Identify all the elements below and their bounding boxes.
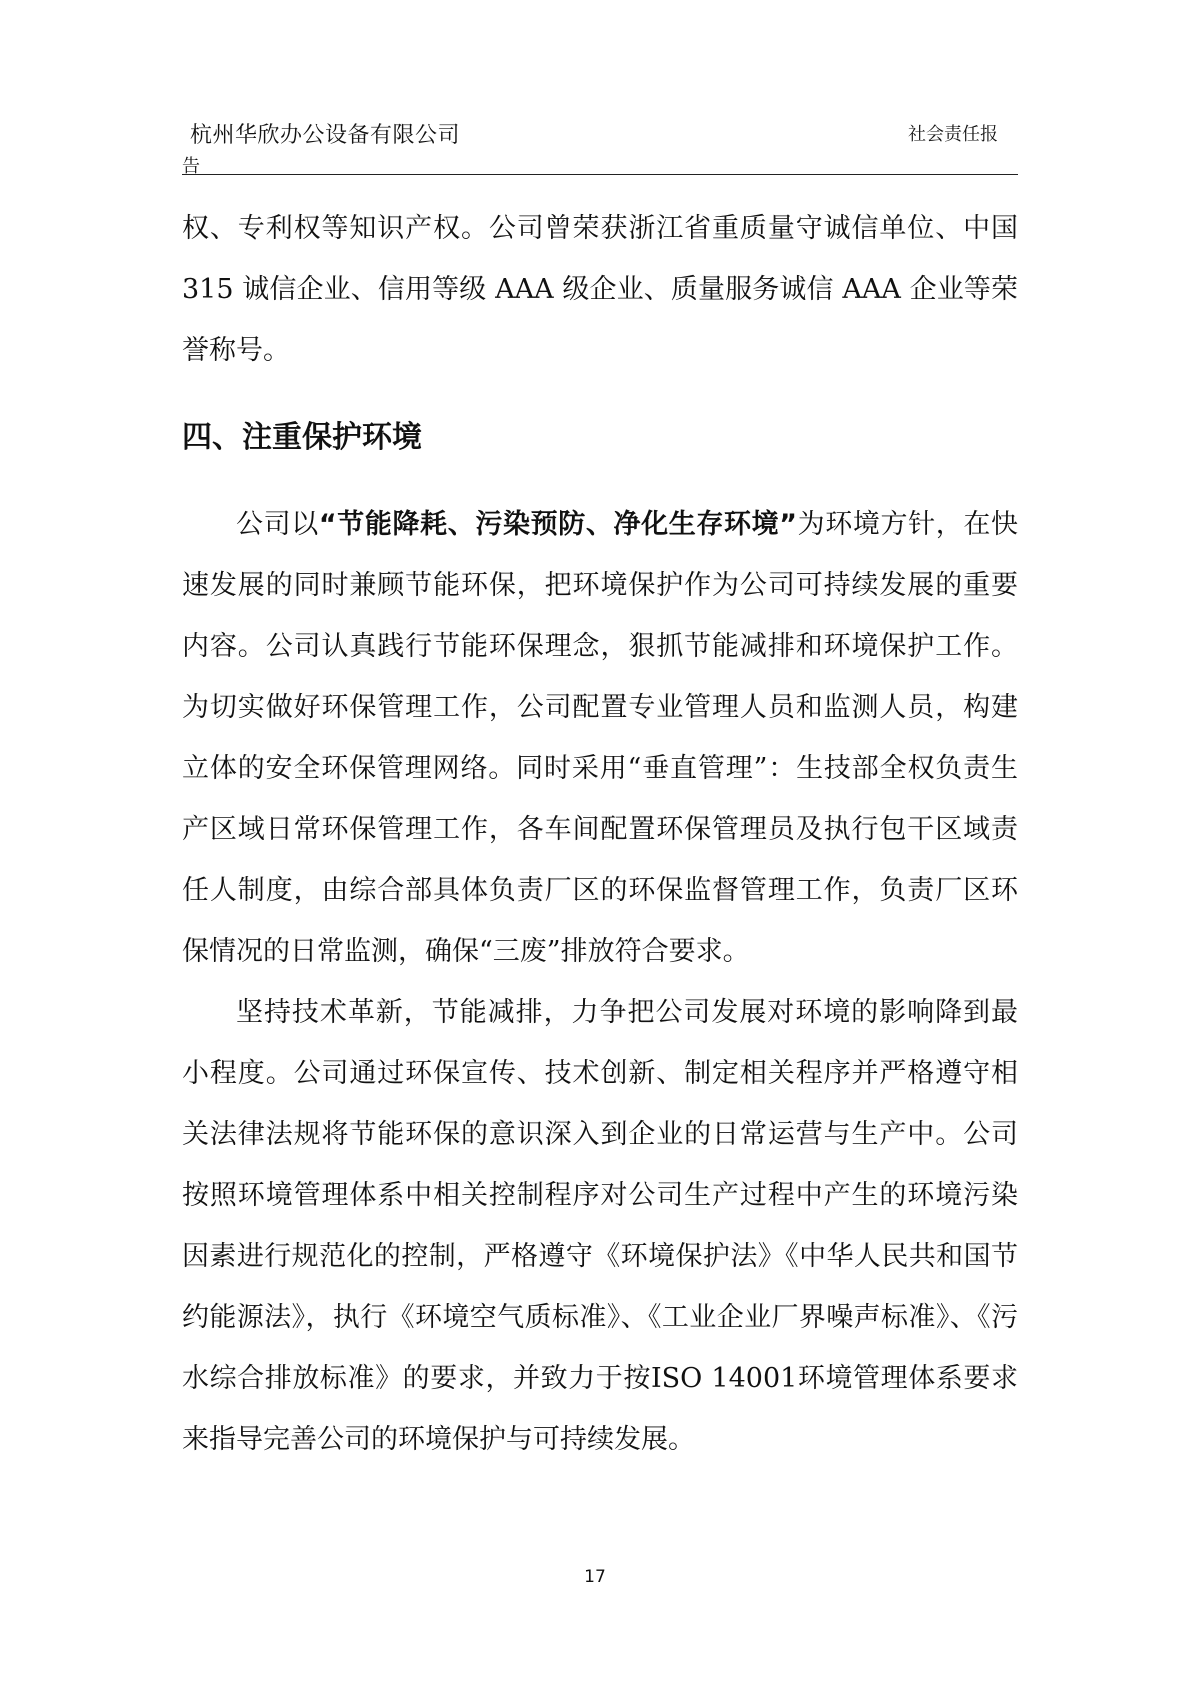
section-heading: 四、注重保护环境 <box>182 420 422 455</box>
environment-policy-paragraph <box>182 494 1018 982</box>
environment-policy-emphasis: “节能降耗、污染预防、净化生存环境” <box>318 509 797 540</box>
page-header <box>182 110 1018 175</box>
paragraph-lead: 公司以 <box>236 509 319 540</box>
paragraph-rest: 为环境方针，在快速发展的同时兼顾节能环保，把环境保护作为公司可持续发展的重要内容。公司认真践行节能环保理念，狠抓节能减排和环境保护工作。为切实做好环保管理工作，公司配置专业管理人员和监测人员，构建立体的安全环保管理网络。同时采用“垂直管理”：生技部全权负责生产区域日常环保管理工作，各车间配置环保管理员及执行包干区域责任人制度，由综合部具体负责厂区的环保监督管理工作，负责厂区环保情况的日常监测，确保“三废”排放符合要求。 <box>182 509 1018 967</box>
report-title: 社会责任报 <box>908 124 998 145</box>
continued-paragraph: 权、专利权等知识产权。公司曾荣获浙江省重质量守诚信单位、中国 315 诚信企业、信用等级 AAA 级企业、质量服务诚信 AAA 企业等荣誉称号。 <box>182 213 1018 366</box>
page-number: 17 <box>584 1567 606 1587</box>
report-title-continuation: 告 <box>182 156 200 177</box>
page-content <box>182 198 1018 1470</box>
technical-innovation-paragraph: 坚持技术革新，节能减排，力争把公司发展对环境的影响降到最小程度。公司通过环保宣传、技术创新、制定相关程序并严格遵守相关法律法规将节能环保的意识深入到企业的日常运营与生产中。公司按照环境管理体系中相关控制程序对公司生产过程中产生的环境污染因素进行规范化的控制，严格遵守《环境保护法》《中华人民共和国节约能源法》，执行《环境空气质标准》、《工业企业厂界噪声标准》、《污水综合排放标准》的要求，并致力于按ISO 14001环境管理体系要求来指导完善公司的环境保护与可持续发展。 <box>182 997 1018 1455</box>
company-name: 杭州华欣办公设备有限公司 <box>190 123 461 148</box>
